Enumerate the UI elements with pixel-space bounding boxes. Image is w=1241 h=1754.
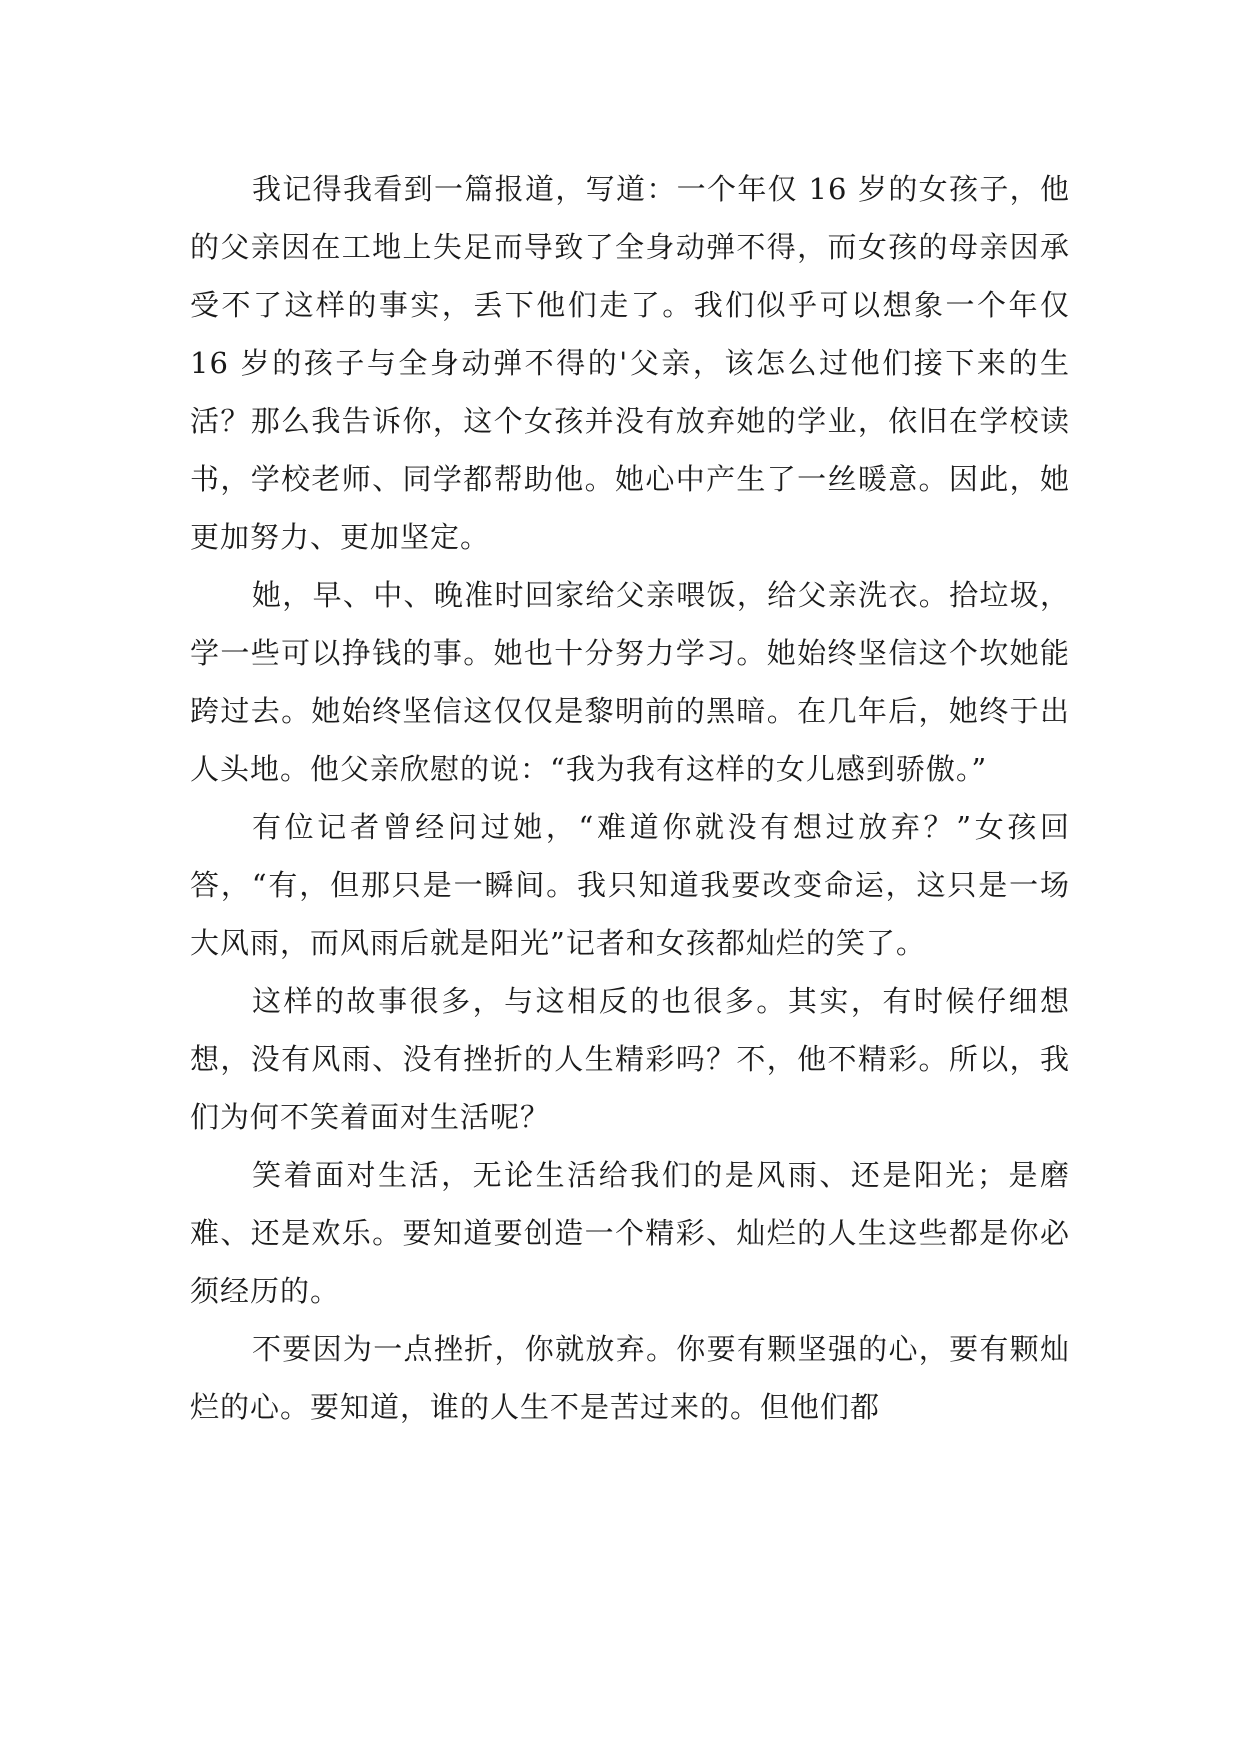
paragraph-5: 笑着面对生活，无论生活给我们的是风雨、还是阳光；是磨难、还是欢乐。要知道要创造一个精彩、灿烂的人生这些都是你必须经历的。	[190, 1158, 1070, 1308]
document-body	[190, 160, 1070, 1436]
paragraph-1: 我记得我看到一篇报道，写道：一个年仅 16 岁的女孩子，他的父亲因在工地上失足而导致了全身动弹不得，而女孩的母亲因承受不了这样的事实，丢下他们走了。我们似乎可以想象一个年仅 16 岁的孩子与全身动弹不得的'父亲，该怎么过他们接下来的生活？那么我告诉你，这个女孩并没有放弃她的学业，依旧在学校读书，学校老师、同学都帮助他。她心中产生了一丝暖意。因此，她更加努力、更加坚定。	[190, 172, 1070, 554]
paragraph-4: 这样的故事很多，与这相反的也很多。其实，有时候仔细想想，没有风雨、没有挫折的人生精彩吗？不，他不精彩。所以，我们为何不笑着面对生活呢？	[190, 984, 1070, 1134]
paragraph-3: 有位记者曾经问过她，“难道你就没有想过放弃？”女孩回答，“有，但那只是一瞬间。我只知道我要改变命运，这只是一场大风雨，而风雨后就是阳光”记者和女孩都灿烂的笑了。	[190, 810, 1070, 960]
paragraph-6: 不要因为一点挫折，你就放弃。你要有颗坚强的心，要有颗灿烂的心。要知道，谁的人生不是苦过来的。但他们都	[190, 1332, 1070, 1424]
paragraph-2: 她，早、中、晚准时回家给父亲喂饭，给父亲洗衣。拾垃圾，学一些可以挣钱的事。她也十分努力学习。她始终坚信这个坎她能跨过去。她始终坚信这仅仅是黎明前的黑暗。在几年后，她终于出人头地。他父亲欣慰的说：“我为我有这样的女儿感到骄傲。”	[190, 578, 1070, 786]
